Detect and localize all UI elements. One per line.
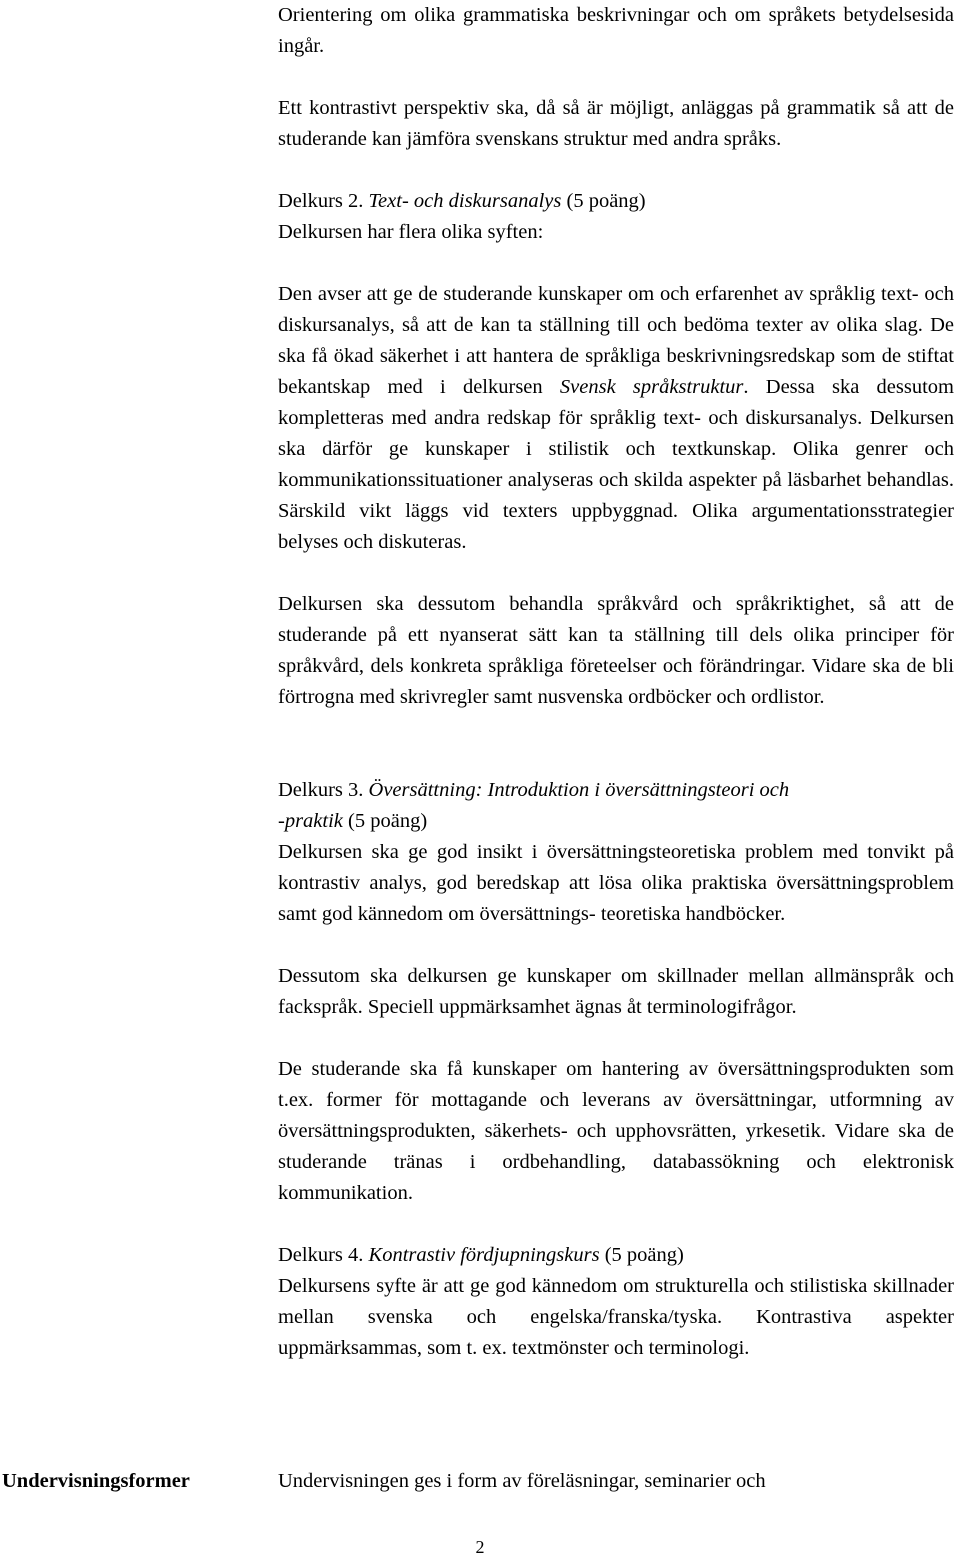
- delkurs-2-p1-part-a: Den avser att ge de studerande kunskaper om och erfarenhet av språklig text- och diskursanalys, så att de kan ta ställning till och bedöma texter av olika slag. De ska få ökad säkerhet i att hantera de språkliga beskrivningsredskap som de stiftat bekantskap med i delkursen: [278, 283, 954, 398]
- delkurs-3-paragraph-2: Dessutom ska delkursen ge kunskaper om skillnader mellan allmänspråk och fackspråk. Speciell uppmärksamhet ägnas åt terminologifrågor.: [278, 965, 954, 1018]
- undervisningsformer-heading: Undervisningsformer: [2, 1470, 190, 1492]
- page-number: 2: [475, 1537, 485, 1557]
- delkurs-4-label: Delkurs 4.: [278, 1244, 364, 1266]
- delkurs-2-p1-course-name: Svensk språkstruktur: [559, 376, 744, 398]
- delkurs-2-points: (5 poäng): [566, 190, 646, 212]
- main-text-column: [278, 0, 954, 1364]
- delkurs-3-title-line-2: -praktik: [278, 810, 343, 832]
- delkurs-3-label: Delkurs 3.: [278, 779, 364, 801]
- undervisningsformer-text: Undervisningen ges i form av föreläsningar, seminarier och: [278, 1470, 766, 1492]
- delkurs-3-heading: [278, 775, 954, 837]
- delkurs-3-paragraph-1: Delkursen ska ge god insikt i översättningsteoretiska problem med tonvikt på kontrastiv analys, god beredskap att lösa olika praktiska översättningsproblem samt god kännedom om översättnings- teoretiska handböcker.: [278, 841, 954, 925]
- delkurs-2-heading: [278, 186, 954, 217]
- delkurs-2-paragraph-1: [278, 279, 954, 558]
- delkurs-4-points: (5 poäng): [604, 1244, 684, 1266]
- delkurs-2-title: Text- och diskursanalys: [368, 190, 562, 212]
- delkurs-4-title: Kontrastiv fördjupningskurs: [368, 1244, 600, 1266]
- delkurs-4-heading: [278, 1240, 954, 1271]
- delkurs-3-paragraph-3: De studerande ska få kunskaper om hantering av översättningsprodukten som t.ex. former för mottagande och leverans av översättningar, utformning av översättningsprodukten, säkerhets- och upphovsrätten, yrkesetik. Vidare ska de studerande tränas i ordbehandling, databassökning och elektronisk kommunikation.: [278, 1058, 954, 1204]
- delkurs-2-p1-part-b: . Dessa ska dessutom kompletteras med andra redskap för språklig text- och diskursanalys. Delkursen ska därför ge kunskaper i stilistik och textkunskap. Olika genrer och kommunikationssituationer analyseras och skilda aspekter på läsbarhet behandlas. Särskild vikt läggs vid texters uppbyggnad. Olika argumentationsstrategier belyses och diskuteras.: [278, 376, 954, 553]
- delkurs-3-title-line-1: Översättning: Introduktion i översättningsteori och: [368, 779, 790, 801]
- delkurs-3-points: (5 poäng): [348, 810, 428, 832]
- delkurs-2-paragraph-2: Delkursen ska dessutom behandla språkvård och språkriktighet, så att de studerande på ett nyanserat sätt kan ta ställning till dels olika principer för språkvård, dels konkreta språkliga företeelser och förändringar. Vidare ska de bli förtrogna med skrivregler samt nusvenska ordböcker och ordlistor.: [278, 593, 954, 708]
- intro-paragraph-1: Orientering om olika grammatiska beskrivningar och om språkets betydelsesida ingår.: [278, 4, 954, 57]
- delkurs-4-paragraph-1: Delkursens syfte är att ge god kännedom om strukturella och stilistiska skillnader mellan svenska och engelska/franska/tyska. Kontrastiva aspekter uppmärksammas, som t. ex. textmönster och terminologi.: [278, 1275, 954, 1359]
- delkurs-2-label: Delkurs 2.: [278, 190, 364, 212]
- intro-paragraph-2: Ett kontrastivt perspektiv ska, då så är möjligt, anläggas på grammatik så att de studerande kan jämföra svenskans struktur med andra språks.: [278, 97, 954, 150]
- delkurs-2-lead: Delkursen har flera olika syften:: [278, 221, 544, 243]
